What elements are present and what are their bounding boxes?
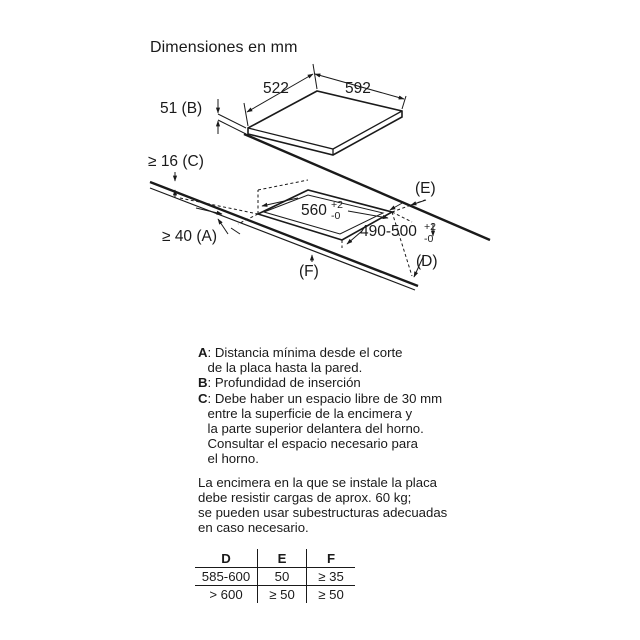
load-requirement-paragraph: La encimera en la que se instale la placa debe resistir cargas de aprox. 60 kg; se pueden usar subestructuras adecuadas en caso necesario.: [198, 474, 448, 536]
label-d: (D): [416, 253, 438, 270]
table-cell-f: ≥ 35: [307, 568, 356, 586]
notes-section: [198, 345, 498, 535]
note-b: [198, 375, 498, 390]
hob-depth-label: 522: [263, 80, 289, 97]
table-header-f: F: [307, 549, 356, 568]
table-cell-f: ≥ 50: [318, 587, 344, 602]
cutout-depth-value: 490-500: [360, 223, 417, 240]
hob-thickness-label: 51 (B): [160, 100, 203, 117]
cutout-width-label: [301, 199, 343, 222]
note-text: : Distancia mínima desde el corte de la placa hasta la pared.: [207, 345, 403, 376]
table-header-row: [195, 549, 355, 568]
label-e: (E): [415, 180, 436, 197]
clearance-c-label: ≥ 16 (C): [148, 153, 204, 170]
cutout-depth-label: [360, 221, 436, 245]
table-cell-d: 585-600: [195, 568, 258, 586]
table-row: [195, 568, 355, 586]
note-c: [198, 391, 498, 467]
cutout-width-tol-upper: +2: [331, 199, 343, 211]
note-key: A: [198, 345, 208, 360]
clearance-table: [195, 549, 355, 603]
table-header-e: E: [258, 549, 307, 568]
table-header-d: D: [195, 549, 258, 568]
page-title: Dimensiones en mm: [150, 39, 298, 56]
note-text: : Profundidad de inserción: [207, 375, 361, 391]
note-text: : Debe haber un espacio libre de 30 mm entre la superficie de la encimera y la parte superior delantera del horno. Consultar el espacio necesario para el horno.: [207, 390, 443, 467]
hob-width-label: 592: [345, 80, 371, 97]
note-a: [198, 345, 498, 375]
cutout-width-value: 560: [301, 202, 327, 219]
table-cell-e: ≥ 50: [258, 586, 307, 604]
cutout-width-tol-lower: -0: [331, 210, 341, 222]
clearance-a-label: ≥ 40 (A): [162, 228, 218, 245]
note-key: C: [198, 390, 208, 406]
note-key: B: [198, 375, 208, 391]
label-f: (F): [299, 263, 319, 280]
cutout-depth-tol-upper: +2: [424, 221, 436, 233]
table-cell-e: 50: [258, 568, 307, 586]
table-row: [195, 586, 355, 604]
cutout-depth-tol-lower: -0: [424, 233, 434, 245]
table-cell-d: > 600: [209, 587, 243, 602]
